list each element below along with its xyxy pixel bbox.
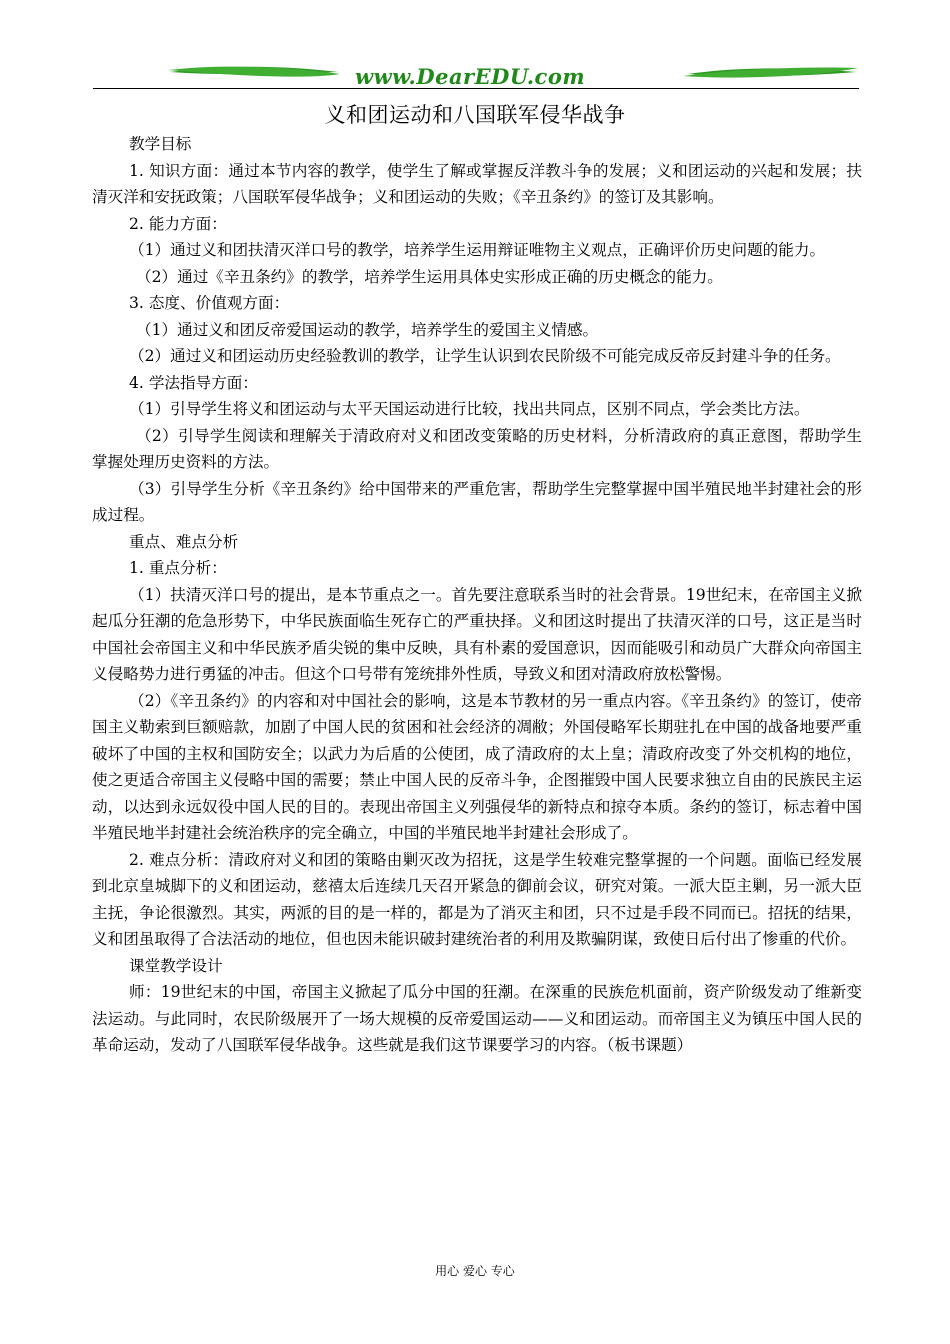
paragraph: 教学目标	[129, 135, 192, 153]
paragraph: 师：19世纪末的中国，帝国主义掀起了瓜分中国的狂潮。在深重的民族危机面前，资产阶级发动了维新变法运动。与此同时，农民阶级展开了一场大规模的反帝爱国运动——义和团运动。而帝国主义为镇压中国人民的革命运动，发动了八国联军侵华战争。这些就是我们这节课要学习的内容。（板书课题）	[92, 983, 862, 1054]
header-divider	[93, 88, 859, 89]
paragraph: 4. 学法指导方面：	[129, 373, 258, 392]
paragraph: （1）引导学生将义和团运动与太平天国运动进行比较，找出共同点，区别不同点，学会类比方法。	[129, 400, 810, 418]
paragraph: 重点、难点分析	[129, 532, 239, 551]
page-footer: 用心 爱心 专心	[435, 1264, 515, 1278]
paragraph: 1. 知识方面：通过本节内容的教学，使学生了解或掌握反洋教斗争的发展；义和团运动的兴起和发展；扶清灭洋和安抚政策；八国联军侵华战争；义和团运动的失败；《辛丑条约》的签订及其影响。	[92, 161, 862, 206]
paragraph: 课堂教学设计	[129, 956, 223, 975]
document-title: 义和团运动和八国联军侵华战争	[324, 103, 626, 127]
site-logo[interactable]: www.DearEDU.com	[354, 64, 586, 89]
paragraph: （1）扶清灭洋口号的提出，是本节重点之一。首先要注意联系当时的社会背景。19世纪末，在帝国主义掀起瓜分狂潮的危急形势下，中华民族面临生死存亡的严重抉择。义和团这时提出了扶清灭洋的口号，这正是当时中国社会帝国主义和中华民族矛盾尖锐的集中反映，具有朴素的爱国意识，因而能吸引和动员广大群众向帝国主义侵略势力进行勇猛的冲击。但这个口号带有笼统排外性质，导致义和团对清政府放松警惕。	[92, 585, 862, 683]
paragraph: （2）通过义和团运动历史经验教训的教学，让学生认识到农民阶级不可能完成反帝反封建斗争的任务。	[129, 347, 841, 365]
paragraph: 1. 重点分析：	[129, 559, 227, 577]
paragraph: （2）通过《辛丑条约》的教学，培养学生运用具体史实形成正确的历史概念的能力。	[136, 267, 723, 286]
paragraph: （3）引导学生分析《辛丑条约》给中国带来的严重危害，帮助学生完整掌握中国半殖民地半封建社会的形成过程。	[92, 479, 863, 524]
paragraph: 3. 态度、价值观方面：	[129, 294, 290, 312]
paragraph: 2. 难点分析：清政府对义和团的策略由剿灭改为招抚，这是学生较难完整掌握的一个问题。面临已经发展到北京皇城脚下的义和团运动，慈禧太后连续几天召开紧急的御前会议，研究对策。一派大臣主剿，另一派大臣主抚，争论很激烈。其实，两派的目的是一样的，都是为了消灭主和团，只不过是手段不同而已。招抚的结果，义和团虽取得了合法活动的地位，但也因未能识破封建统治者的利用及欺骗阴谋，致使日后付出了惨重的代价。	[92, 850, 862, 948]
paragraph: （2）引导学生阅读和理解关于清政府对义和团改变策略的历史材料，分析清政府的真正意图，帮助学生掌握处理历史资料的方法。	[92, 426, 862, 471]
paragraph: （2）《辛丑条约》的内容和对中国社会的影响，这是本节教材的另一重点内容。《辛丑条约》的签订，使帝国主义勒索到巨额赔款，加剧了中国人民的贫困和社会经济的凋敝；外国侵略军长期驻扎在中国的战备地要严重破坏了中国的主权和国防安全；以武力为后盾的公使团，成了清政府的太上皇；清政府改变了外交机构的地位，使之更适合帝国主义侵略中国的需要；禁止中国人民的反帝斗争，企图摧毁中国人民要求独立自由的民族民主运动，以达到永远奴役中国人民的目的。表现出帝国主义列强侵华的新特点和掠夺本质。条约的签订，标志着中国半殖民地半封建社会统治秩序的完全确立，中国的半殖民地半封建社会形成了。	[92, 691, 862, 842]
paragraph: （1）通过义和团反帝爱国运动的教学，培养学生的爱国主义情感。	[136, 320, 599, 339]
paragraph: （1）通过义和团扶清灭洋口号的教学，培养学生运用辩证唯物主义观点，正确评价历史问题的能力。	[129, 241, 826, 259]
document-body	[92, 131, 862, 1059]
paragraph: 2. 能力方面：	[129, 214, 227, 233]
